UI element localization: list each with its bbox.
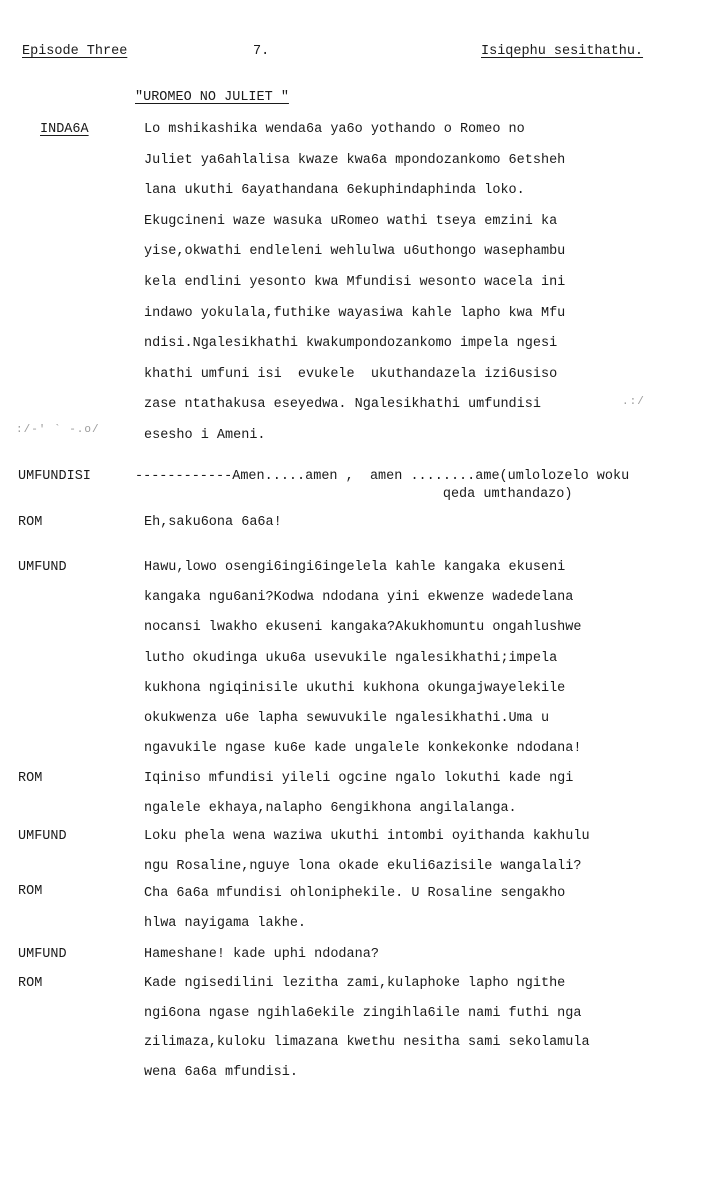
dialogue-line: ngu Rosaline,nguye lona okade ekuli6azisile wangalali? xyxy=(144,859,582,874)
dialogue-line: yise,okwathi endleleni wehlulwa u6uthongo wasephambu xyxy=(144,244,566,260)
speaker-label: ROM xyxy=(18,771,43,786)
dialogue-line: wena 6a6a mfundisi. xyxy=(144,1065,298,1081)
dialogue-line: Loku phela wena waziwa ukuthi intombi oyithanda kakhulu xyxy=(144,829,590,844)
dialogue-line: Iqiniso mfundisi yileli ogcine ngalo lokuthi kade ngi xyxy=(144,771,574,786)
dialogue-line: Hameshane! kade uphi ndodana? xyxy=(144,947,379,962)
dialogue-line: zase ntathakusa eseyedwa. Ngalesikhathi umfundisi xyxy=(144,397,541,413)
dialogue-line: ngalele ekhaya,nalapho 6engikhona angilalanga. xyxy=(144,801,517,816)
dialogue-line: Juliet ya6ahlalisa kwaze kwa6a mpondozankomo 6etsheh xyxy=(144,152,566,168)
speaker-label: UMFUND xyxy=(18,560,67,575)
dialogue-line: qeda umthandazo) xyxy=(135,487,573,502)
dialogue-line: lutho okudinga uku6a usevukile ngalesikhathi;impela xyxy=(144,650,558,666)
dialogue-line: ngavukile ngase ku6e kade ungalele konkekonke ndodana! xyxy=(144,741,582,757)
dialogue-line: Ekugcineni waze wasuka uRomeo wathi tseya emzini ka xyxy=(144,213,558,229)
speaker-label: INDA6A xyxy=(40,122,89,137)
dialogue-line: Hawu,lowo osengi6ingi6ingelela kahle kangaka ekuseni xyxy=(144,560,566,575)
dialogue-line: kela endlini yesonto kwa Mfundisi wesonto wacela ini xyxy=(144,275,566,290)
dialogue-line: ngi6ona ngase ngihla6ekile zingihla6ile nami futhi nga xyxy=(144,1005,582,1021)
speaker-label: UMFUND xyxy=(18,947,67,962)
dialogue-line: zilimaza,kuloku limazana kwethu nesitha sami sekolamula xyxy=(144,1035,590,1051)
dialogue-line: hlwa nayigama lakhe. xyxy=(144,916,307,931)
ink-smudge: .:/ xyxy=(622,396,645,408)
dialogue-line: ndisi.Ngalesikhathi kwakumpondozankomo impela ngesi xyxy=(144,336,558,352)
speaker-label: ROM xyxy=(18,515,43,530)
page-number: 7. xyxy=(253,44,270,59)
dialogue-line: esesho i Ameni. xyxy=(144,428,266,443)
dialogue-line: ------------Amen.....amen , amen ........ame(umlolozelo woku xyxy=(135,469,630,484)
ink-smudge: :/-' ` -.o/ xyxy=(16,424,100,436)
speaker-label: UMFUND xyxy=(18,829,67,844)
dialogue-line: kukhona ngiqinisile ukuthi kukhona okungajwayelekile xyxy=(144,680,566,696)
speaker-label: ROM xyxy=(18,976,43,991)
speaker-label: UMFUNDISI xyxy=(18,469,91,484)
dialogue-line: indawo yokulala,futhike wayasiwa kahle lapho kwa Mfu xyxy=(144,305,566,321)
dialogue-line: Cha 6a6a mfundisi ohloniphekile. U Rosaline sengakho xyxy=(144,886,566,901)
dialogue-line: nocansi lwakho ekuseni kangaka?Akukhomuntu ongahlushwe xyxy=(144,620,582,636)
dialogue-line: lana ukuthi 6ayathandana 6ekuphindaphinda loko. xyxy=(144,183,525,199)
play-title: "UROMEO NO JULIET " xyxy=(135,90,289,105)
speaker-label: ROM xyxy=(18,884,43,899)
dialogue-line: Lo mshikashika wenda6a ya6o yothando o Romeo no xyxy=(144,122,525,137)
dialogue-line: Kade ngisedilini lezitha zami,kulaphoke lapho ngithe xyxy=(144,976,566,991)
episode-label: Episode Three xyxy=(22,44,128,59)
dialogue-line: Eh,saku6ona 6a6a! xyxy=(144,515,282,530)
dialogue-line: kangaka ngu6ani?Kodwa ndodana yini ekwenze wadedelana xyxy=(144,590,574,606)
episode-label-zulu: Isiqephu sesithathu. xyxy=(481,44,644,59)
dialogue-line: okukwenza u6e lapha sewuvukile ngalesikhathi.Uma u xyxy=(144,711,550,726)
dialogue-line: khathi umfuni isi evukele ukuthandazela izi6usiso xyxy=(144,366,558,382)
